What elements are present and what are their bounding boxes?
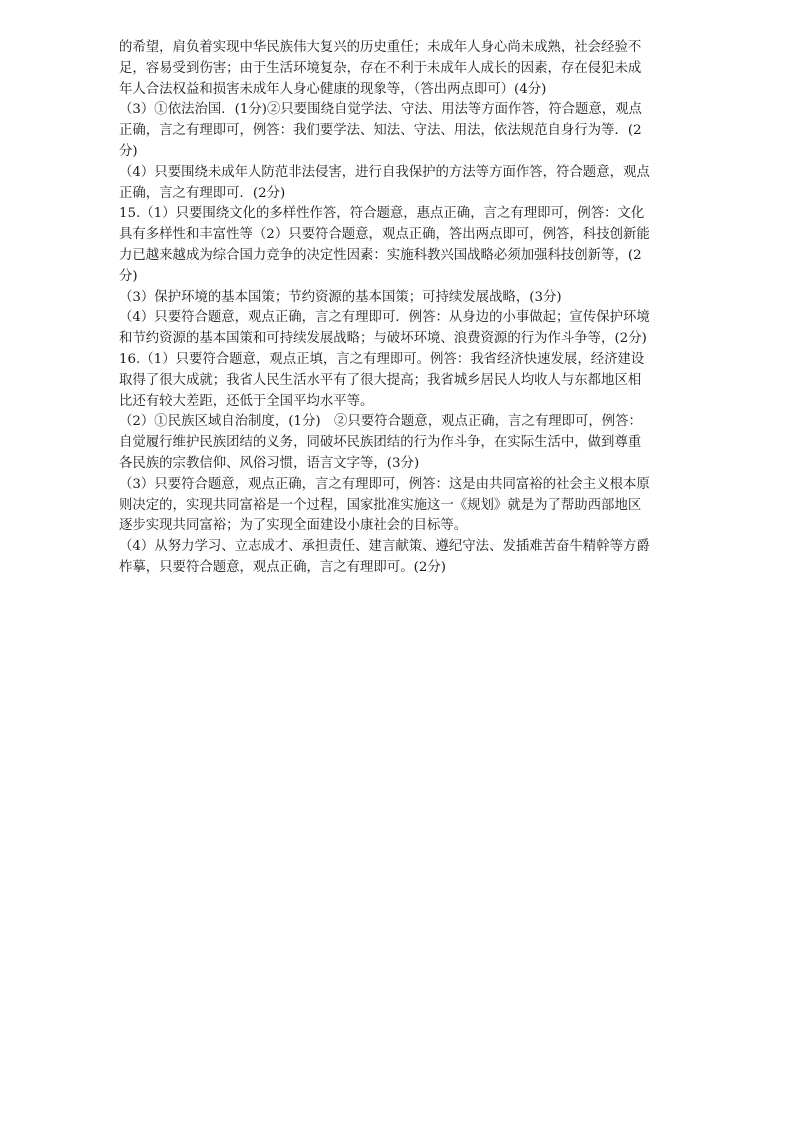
text-line: 足，容易受到伤害；由于生活环境复杂，存在不利于未成年人成长的因素，存在侵犯未成 [119,60,642,76]
text-line: （3）①依法治国．(1分)②只要围绕自觉学法、守法、用法等方面作答，符合题意，观点 [119,102,642,118]
text-line: 逐步实现共同富裕；为了实现全面建设小康社会的目标等。 [119,518,468,534]
text-line: （3）保护环境的基本国策；节约资源的基本国策；可持续发展战略，(3分) [119,289,562,305]
text-line: 的希望，肩负着实现中华民族伟大复兴的历史重任；未成年人身心尚未成熟，社会经验不 [119,40,642,55]
document-body [119,38,675,579]
text-line: 各民族的宗教信仰、风俗习惯，语言文字等，(3分) [119,455,420,471]
text-line: 16.（1）只要符合题意，观点正填，言之有理即可。例答：我省经济快速发展，经济建设 [119,351,645,367]
text-line: （4）只要围绕未成年人防范非法侵害，进行自我保护的方法等方面作答，符合题意，观点 [119,164,650,180]
text-line: （3）只要符合题意，观点正确，言之有理即可，例答：这是由共同富裕的社会主义根本原 [119,476,650,492]
text-line: 分) [119,268,138,284]
text-line: 15.（1）只要围绕文化的多样性作答，符合题意，惠点正确，言之有理即可，例答：文化 [119,206,645,222]
text-line: 力已越来越成为综合国力竞争的决定性因素：实施科教兴国战略必须加强科技创新等，(2 [119,247,642,263]
text-line: 柞摹，只要符合题意，观点正确，言之有理即可。(2分) [119,559,446,575]
text-line: （4）从努力学习、立志成才、承担责任、建言献策、遵纪守法、发插难苦奋牛精幹等方爵 [119,539,650,555]
text-line: 正确，言之有理即可．(2分) [119,185,286,201]
text-line: （4）只要符合题意，观点正确，言之有理即可．例答：从身边的小事做起；宣传保护环境 [119,310,650,326]
text-line: 和节约资源的基本国策和可持续发展战略；与破坏环境、浪费资源的行为作斗争等，(2分) [119,331,647,347]
text-line: 分) [119,143,138,159]
text-line: 取得了很大成就；我省人民生活水平有了很大提高；我省城乡居民人均收人与东都地区相 [119,372,642,388]
text-line: 比还有较大差距，还低于全国平均水平等。 [119,393,374,409]
text-line: 则决定的，实现共同富裕是一个过程，国家批准实施这一《规划》就是为了帮助西部地区 [119,497,642,513]
text-line: 具有多样性和丰富性等（2）只要符合题意，观点正确，答出两点即可，例答，科技创新能 [119,227,650,243]
text-line: 正确，言之有理即可，例答：我们要学法、知法、守法、用法，依法规范自身行为等．(2 [119,123,642,139]
text-line: 自觉履行维护民族团结的义务，同破坏民族团结的行为作斗争，在实际生活中，做到尊重 [119,435,642,451]
text-line: 年人合法权益和损害未成年人身心健康的现象等，（答出两点即可）(4分) [119,81,547,97]
text-line: （2）①民族区域自治制度，(1分) ②只要符合题意，观点正确，言之有理即可，例答： [119,414,642,430]
